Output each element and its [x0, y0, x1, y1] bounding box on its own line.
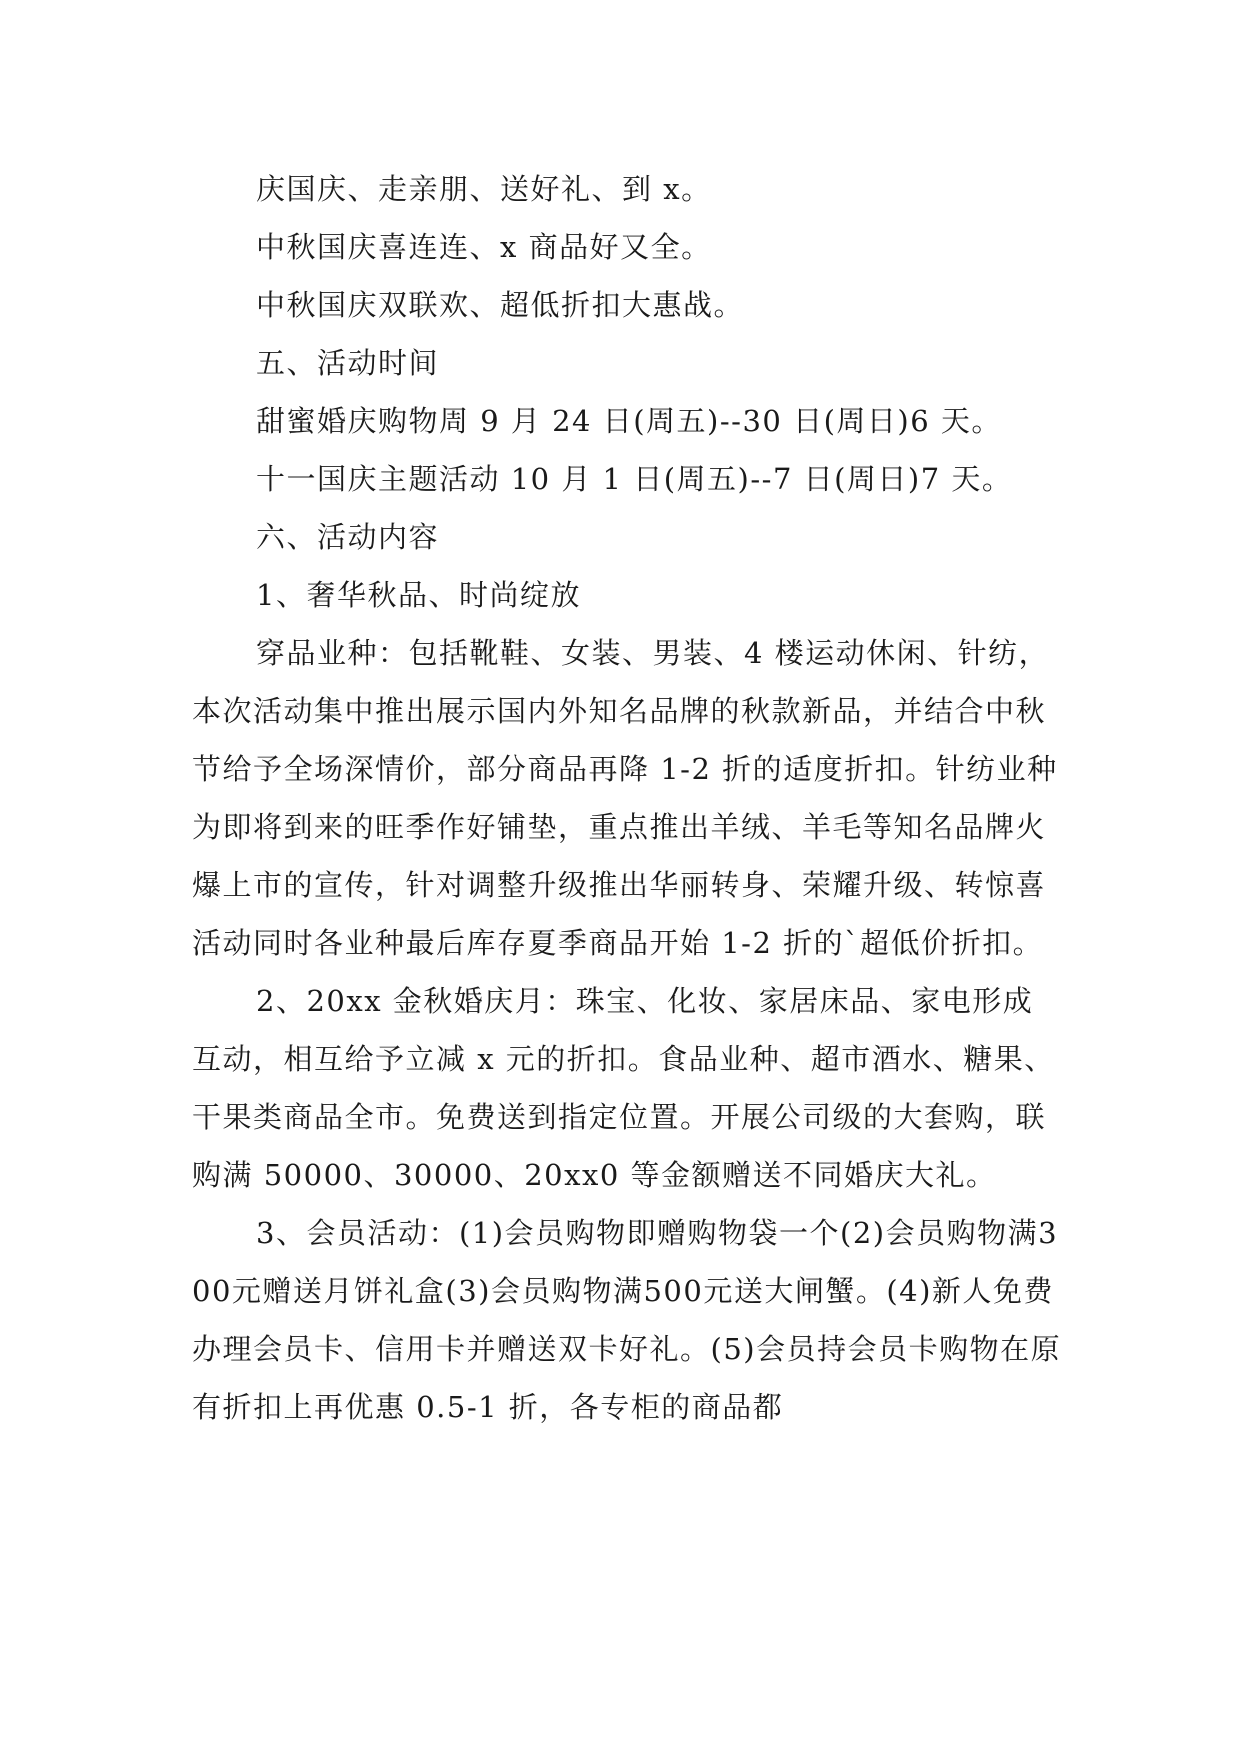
subheading-luxury-autumn: 1、奢华秋品、时尚绽放 — [256, 578, 581, 612]
document-body — [192, 160, 1062, 1436]
section-heading-activity-time: 五、活动时间 — [256, 346, 440, 380]
activity-time-line-1: 甜蜜婚庆购物周 9 月 24 日(周五)--30 日(周日)6 天。 — [256, 404, 1002, 438]
slogan-line-3: 中秋国庆双联欢、超低折扣大惠战。 — [256, 288, 745, 322]
paragraph-member-activity: 3、会员活动：(1)会员购物即赠购物袋一个(2)会员购物满300元赠送月饼礼盒(3)会员购物满500元送大闸蟹。(4)新人免费办理会员卡、信用卡并赠送双卡好礼。(5)会员持会员卡购物在原有折扣上再优惠 0.5-1 折，各专柜的商品都 — [192, 1216, 1062, 1424]
slogan-line-2: 中秋国庆喜连连、x 商品好又全。 — [256, 230, 712, 264]
slogan-line-1: 庆国庆、走亲朋、送好礼、到 x。 — [256, 172, 712, 206]
section-heading-activity-content: 六、活动内容 — [256, 520, 440, 554]
paragraph-wedding-month: 2、20xx 金秋婚庆月：珠宝、化妆、家居床品、家电形成互动，相互给予立减 x 元的折扣。食品业种、超市酒水、糖果、干果类商品全市。免费送到指定位置。开展公司级的大套购，联购满 50000、30000、20xx0 等金额赠送不同婚庆大礼。 — [192, 984, 1055, 1192]
paragraph-apparel: 穿品业种：包括靴鞋、女装、男装、4 楼运动休闲、针纺，本次活动集中推出展示国内外知名品牌的秋款新品，并结合中秋节给予全场深情价，部分商品再降 1-2 折的适度折扣。针纺业种为即将到来的旺季作好铺垫，重点推出羊绒、羊毛等知名品牌火爆上市的宣传，针对调整升级推出华丽转身、荣耀升级、转惊喜活动同时各业种最后库存夏季商品开始 1-2 折的`超低价折扣。 — [192, 636, 1058, 960]
activity-time-line-2: 十一国庆主题活动 10 月 1 日(周五)--7 日(周日)7 天。 — [256, 462, 1013, 496]
